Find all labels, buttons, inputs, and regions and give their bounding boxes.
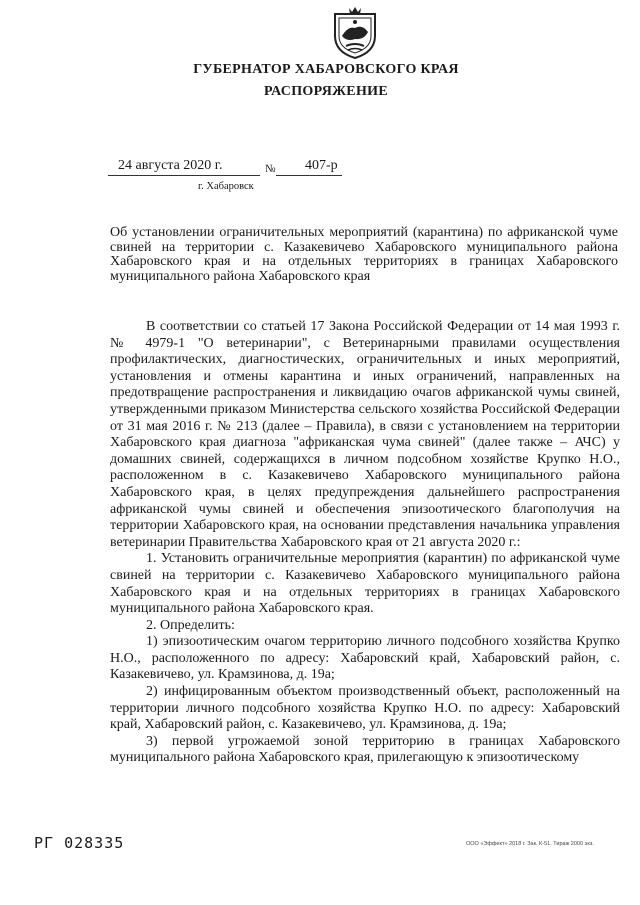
document-city: г. Хабаровск (198, 181, 254, 192)
preamble-paragraph: В соответствии со статьей 17 Закона Российской Федерации от 14 мая 1993 г. № 4979-1 "О ветеринарии", с Ветеринарными правилами осуществления профилактических, диагностических, ограничительных и иных мероприятий, установления и отмены карантина и иных ограничений, направленных на предотвращение распространения и ликвидацию очагов африканской чумы свиней, утвержденными приказом Министерства сельского хозяйства Российской Федерации от 31 мая 2016 г. № 213 (далее – Правила), в связи с установлением на территории Хабаровского края диагноза "африканская чума свиней" (далее также – АЧС) у домашних свиней, содержащихся в личном подсобном хозяйстве Крупко Н.О., расположенном в с. Казакевичево Хабаровского муниципального района Хабаровского края, в целях предупреждения дальнейшего распространения африканской чумы свиней и обеспечения эпизоотического благополучия на территории Хабаровского края, на основании представления начальника управления ветеринарии Правительства Хабаровского края от 21 августа 2020 г.: (110, 319, 620, 550)
document-date: 24 августа 2020 г. (118, 158, 223, 173)
number-underline (276, 175, 342, 176)
document-number: 407-р (305, 158, 338, 173)
form-serial-number: РГ 028335 (34, 834, 125, 852)
coat-of-arms-icon (332, 6, 378, 60)
date-underline (108, 175, 260, 176)
item-1-paragraph: 1. Установить ограничительные мероприятия (карантин) по африканской чуме свиней на территории с. Казакевичево Хабаровского муниципального района Хабаровского края и на отдельных территориях в границах Хабаровского муниципального района Хабаровского края. (110, 551, 620, 617)
document-type: РАСПОРЯЖЕНИЕ (264, 84, 388, 99)
item-2-3-paragraph: 3) первой угрожаемой зоной территорию в границах Хабаровского муниципального района Хабаровского края, прилегающую к эпизоотическому (110, 733, 620, 766)
printer-imprint: ООО «Эффект» 2018 г. Зак. К-51. Тираж 2000 экз. (466, 841, 594, 847)
issuer-title: ГУБЕРНАТОР ХАБАРОВСКОГО КРАЯ (193, 62, 459, 77)
item-2-2-paragraph: 2) инфицированным объектом производственный объект, расположенный на территории личного подсобного хозяйства Крупко Н.О. по адресу: Хабаровский край, Хабаровский район, с. Казакевичево, ул. Крамзинова, д. 19а; (110, 684, 620, 733)
item-2-paragraph: 2. Определить: (146, 617, 235, 633)
number-sign: № (265, 163, 276, 175)
document-body (110, 319, 620, 767)
document-subject: Об установлении ограничительных мероприятий (карантина) по африканской чуме свиней на территории с. Казакевичево Хабаровского муниципального района Хабаровского края и на отдельных территориях в границах Хабаровского муниципального района Хабаровского края (110, 225, 618, 284)
item-2-1-paragraph: 1) эпизоотическим очагом территорию личного подсобного хозяйства Крупко Н.О., расположенного по адресу: Хабаровский край, Хабаровский район, с. Казакевичево, ул. Крамзинова, д. 19а; (110, 634, 620, 683)
